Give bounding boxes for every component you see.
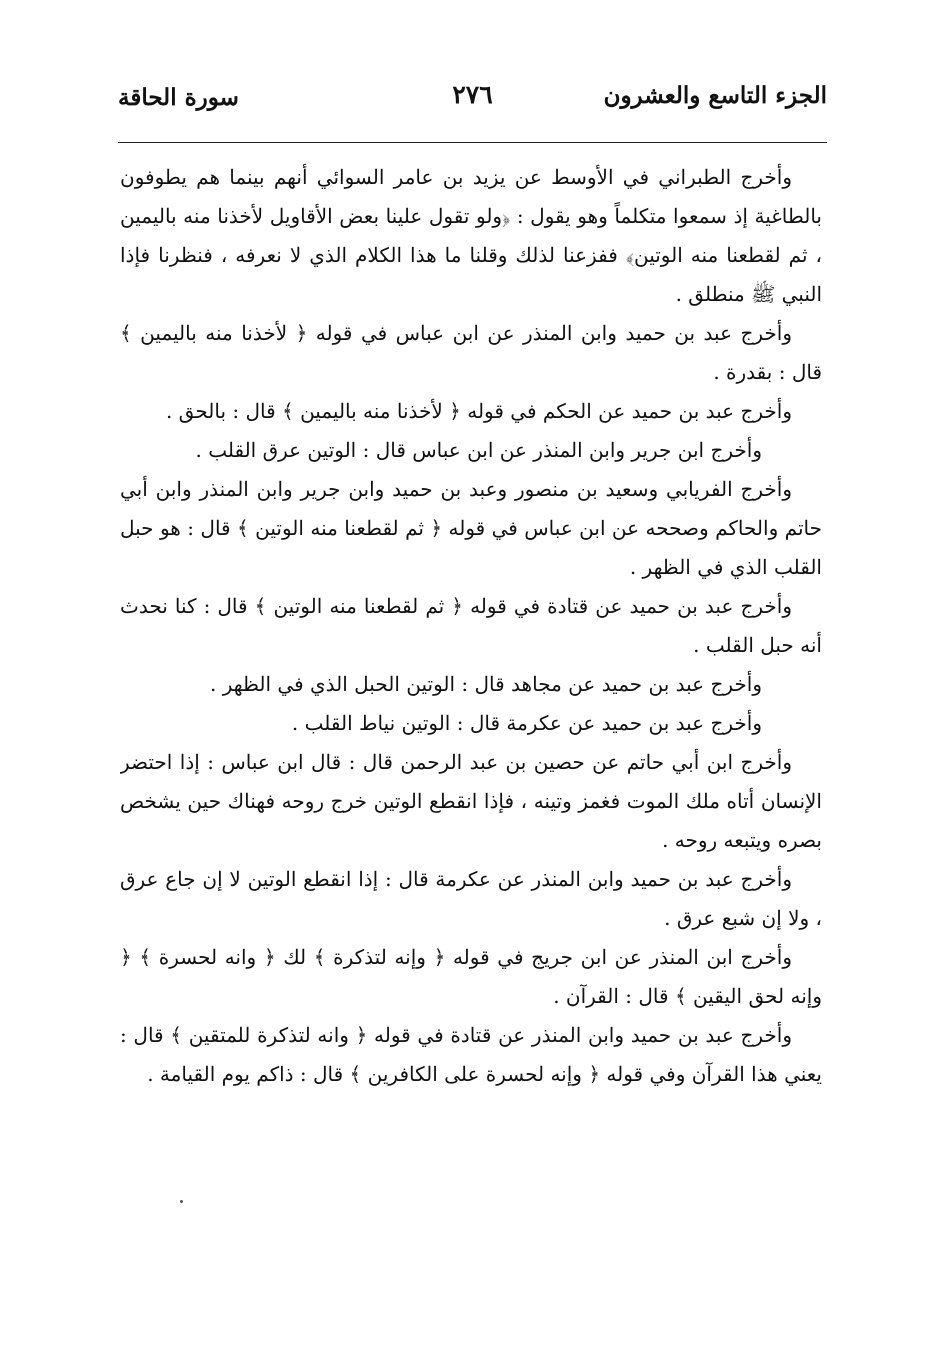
paragraph: وأخرج عبد بن حميد وابن المنذر عن عكرمة قال : إذا انقطع الوتين لا إن جاع عرق ، ولا إن شبع عرق . [120, 867, 822, 930]
running-head-surah: سورة الحاقة [118, 84, 239, 111]
page-header [118, 78, 827, 130]
paragraph: وأخرج عبد بن حميد وابن المنذر عن قتادة في قوله ﴿ وانه لتذكرة للمتقين ﴾ قال : يعني هذا القرآن وفي قوله ﴿ وإنه لحسرة على الكافرين ﴾ قال : ذاكم يوم القيامة . [120, 1023, 822, 1086]
scan-speck [180, 1200, 183, 1203]
paragraph: وأخرج الفريابي وسعيد بن منصور وعبد بن حميد وابن جرير وابن المنذر وابن أبي حاتم والحاكم وصححه عن ابن عباس في قوله ﴿ ثم لقطعنا منه الوتين ﴾ قال : هو حبل القلب الذي في الظهر . [120, 477, 822, 579]
paragraph: وأخرج عبد بن حميد عن الحكم في قوله ﴿ لأخذنا منه باليمين ﴾ قال : بالحق . [165, 399, 792, 423]
running-head-part: الجزء التاسع والعشرون [603, 82, 827, 109]
paragraph: وأخرج عبد بن حميد وابن المنذر عن ابن عباس في قوله ﴿ لأخذنا منه باليمين ﴾ قال : بقدرة . [120, 321, 822, 384]
paragraph: وأخرج عبد بن حميد عن قتادة في قوله ﴿ ثم لقطعنا منه الوتين ﴾ قال : كنا نحدث أنه حبل القلب . [120, 594, 822, 657]
paragraph: وأخرج ابن أبي حاتم عن حصين بن عبد الرحمن قال : قال ابن عباس : إذا احتضر الإنسان أتاه ملك الموت فغمز وتينه ، فإذا انقطع الوتين خرج روحه فهناك حين يشخص بصره ويتبعه روحه . [120, 750, 822, 852]
body-text [120, 158, 822, 1226]
paragraph: وأخرج ابن المنذر عن ابن جريج في قوله ﴿ وإنه لتذكرة ﴾ لك ﴿ وانه لحسرة ﴾ ﴿ وإنه لحق اليقين ﴾ قال : القرآن . [120, 945, 822, 1008]
page-number: ٢٧٦ [452, 80, 493, 109]
paragraph: وأخرج عبد بن حميد عن عكرمة قال : الوتين نياط القلب . [291, 711, 762, 735]
paragraph: وأخرج ابن جرير وابن المنذر عن ابن عباس قال : الوتين عرق القلب . [195, 438, 762, 462]
header-rule [118, 142, 827, 143]
paragraph: وأخرج عبد بن حميد عن مجاهد قال : الوتين الحبل الذي في الظهر . [210, 672, 762, 696]
paragraph: وأخرج الطبراني في الأوسط عن يزيد بن عامر السوائي أنهم بينما هم يطوفون بالطاغية إذ سمعوا متكلماً وهو يقول : ﴿ولو تقول علينا بعض الأقاويل لأخذنا منه باليمين ، ثم لقطعنا منه الوتين﴾ ففزعنا لذلك وقلنا ما هذا الكلام الذي لا نعرفه ، فنظرنا فإذا النبي ﷺ منطلق . [120, 165, 822, 306]
